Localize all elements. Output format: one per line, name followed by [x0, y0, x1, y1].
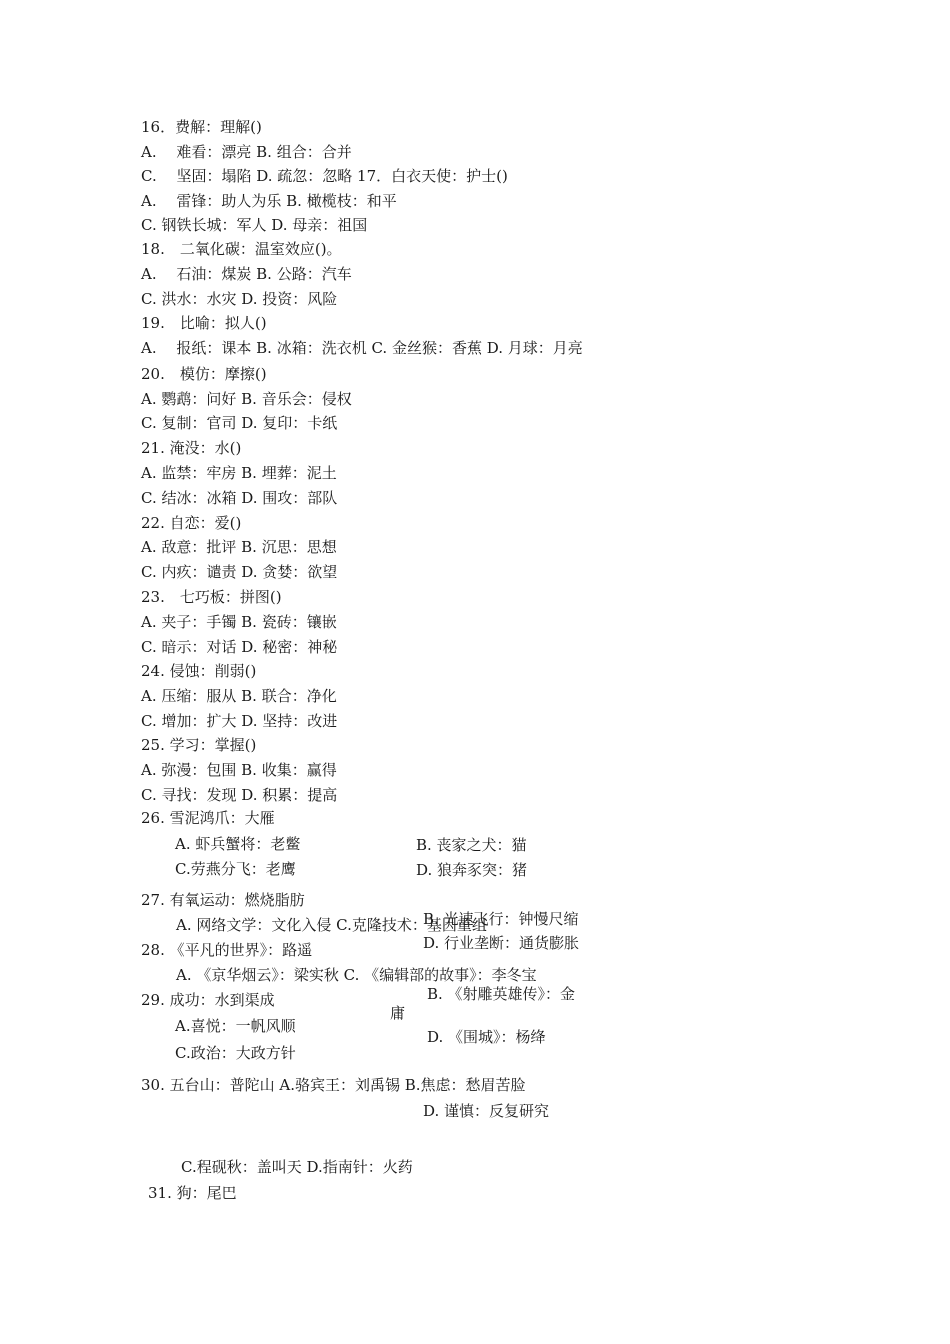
- q30-options-cd: C.程砚秋：盖叫天 D.指南针：火药: [181, 1158, 413, 1176]
- q25-options-ab: A. 弥漫：包围 B. 收集：赢得: [141, 761, 337, 779]
- q17-options-cd: C. 钢铁长城：军人 D. 母亲：祖国: [141, 216, 368, 234]
- q18-options-cd: C. 洪水：水灾 D. 投资：风险: [141, 290, 338, 308]
- q28-options-ac: A. 《京华烟云》：梁实秋 C. 《编辑部的故事》：李冬宝: [176, 966, 537, 984]
- q27-stem: 27. 有氧运动：燃烧脂肪: [141, 891, 305, 909]
- q21-stem: 21. 淹没：水(): [141, 439, 242, 457]
- q16-options-ab: A. 难看：漂亮 B. 组合：合并: [141, 143, 352, 161]
- q20-options-cd: C. 复制：官司 D. 复印：卡纸: [141, 414, 338, 432]
- q22-stem: 22. 自恋：爱(): [141, 514, 242, 532]
- q23-options-ab: A. 夹子：手镯 B. 瓷砖：镶嵌: [141, 613, 337, 631]
- q27-option-b: B. 光速飞行：钟慢尺缩: [423, 910, 579, 928]
- q23-stem: 23. 七巧板：拼图(): [141, 588, 282, 606]
- q16-options-cd-q17-stem: C. 坚固：塌陷 D. 疏忽：忽略 17．白衣天使：护士(): [141, 167, 508, 185]
- q16-stem: 16．费解：理解(): [141, 118, 262, 136]
- q26-option-a: A. 虾兵蟹将：老鳖: [175, 835, 301, 853]
- q19-stem: 19. 比喻：拟人(): [141, 314, 267, 332]
- q26-stem: 26. 雪泥鸿爪：大雁: [141, 809, 275, 827]
- q29-option-d: D. 谨慎：反复研究: [423, 1102, 550, 1120]
- q25-stem: 25. 学习：掌握(): [141, 736, 257, 754]
- q21-options-ab: A. 监禁：牢房 B. 埋葬：泥土: [141, 464, 337, 482]
- q24-options-ab: A. 压缩：服从 B. 联合：净化: [141, 687, 337, 705]
- q26-option-c: C.劳燕分飞：老鹰: [175, 860, 296, 878]
- q30-stem-with-options: 30. 五台山：普陀山 A.骆宾王：刘禹锡 B.焦虑：愁眉苦脸: [141, 1076, 526, 1094]
- q18-stem: 18. 二氧化碳：温室效应()。: [141, 240, 342, 258]
- q31-stem: 31. 狗：尾巴: [148, 1184, 237, 1202]
- q29-option-a: A.喜悦：一帆风顺: [175, 1017, 296, 1035]
- q29-stem: 29. 成功：水到渠成: [141, 991, 275, 1009]
- q28-option-b-continued: 庸: [390, 1004, 406, 1022]
- q20-options-ab: A. 鹦鹉：问好 B. 音乐会：侵权: [141, 390, 352, 408]
- q18-options-ab: A. 石油：煤炭 B. 公路：汽车: [141, 265, 352, 283]
- q26-option-b: B. 丧家之犬：猫: [416, 836, 527, 854]
- q28-option-b: B. 《射雕英雄传》：金: [427, 985, 576, 1003]
- q24-stem: 24. 侵蚀：削弱(): [141, 662, 257, 680]
- q23-options-cd: C. 暗示：对话 D. 秘密：神秘: [141, 638, 338, 656]
- q17-options-ab: A. 雷锋：助人为乐 B. 橄榄枝：和平: [141, 192, 397, 210]
- q26-option-d: D. 狼奔豕突：猪: [416, 861, 528, 879]
- q28-option-d: D. 《围城》：杨绛: [427, 1028, 546, 1046]
- q20-stem: 20. 模仿：摩擦(): [141, 365, 267, 383]
- q29-option-c: C.政治：大政方针: [175, 1044, 296, 1062]
- q27-options-ac: A. 网络文学：文化入侵 C.克隆技术：基因重组: [176, 916, 487, 934]
- q25-options-cd: C. 寻找：发现 D. 积累：提高: [141, 786, 338, 804]
- q19-options: A. 报纸：课本 B. 冰箱：洗衣机 C. 金丝猴：香蕉 D. 月球：月亮: [141, 339, 583, 357]
- q24-options-cd: C. 增加：扩大 D. 坚持：改进: [141, 712, 338, 730]
- q21-options-cd: C. 结冰：冰箱 D. 围攻：部队: [141, 489, 338, 507]
- q22-options-cd: C. 内疚：谴责 D. 贪婪：欲望: [141, 563, 338, 581]
- q22-options-ab: A. 敌意：批评 B. 沉思：思想: [141, 538, 337, 556]
- q28-stem: 28. 《平凡的世界》：路遥: [141, 941, 313, 959]
- q27-option-d: D. 行业垄断：通货膨胀: [423, 934, 580, 952]
